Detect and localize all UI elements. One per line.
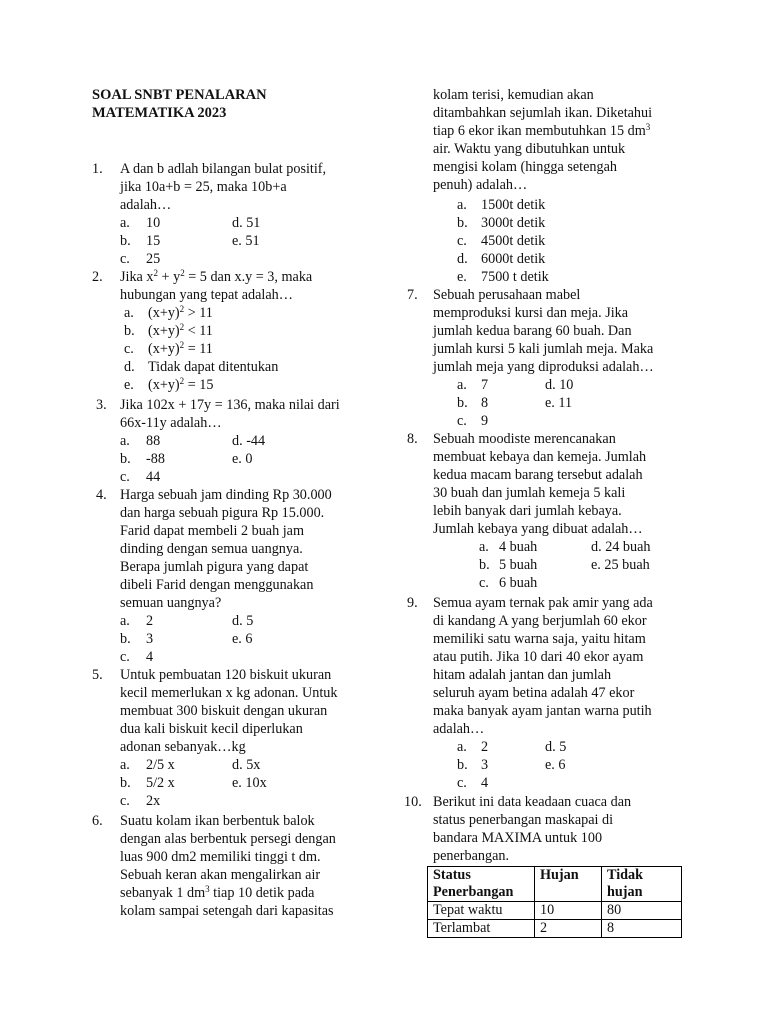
stem-line: di kandang A yang berjumlah 60 ekor [433, 613, 647, 629]
question-6 [92, 812, 382, 920]
option-e[interactable]: e. 0 [232, 451, 253, 467]
stem-line: dan harga sebuah pigura Rp 15.000. [120, 505, 325, 521]
option-d[interactable]: d. 10 [545, 377, 574, 393]
header-tidak-hujan: Tidak hujan [602, 867, 682, 902]
stem-line: 66x-11y adalah… [120, 415, 222, 431]
q6-options [457, 196, 657, 286]
option-e[interactable]: e. 6 [232, 631, 253, 647]
option-a[interactable]: a. 2/5 x [120, 757, 175, 773]
stem-line: kolam terisi, kemudian akan [433, 87, 594, 103]
option-c[interactable]: c. 4 [120, 649, 154, 665]
option-b[interactable]: b. 3000t detik [457, 215, 546, 231]
stem-line: hubungan yang tepat adalah… [120, 287, 293, 303]
question-stem [433, 286, 697, 376]
stem-line: Jika $x^2 + y^2 = 5$ dan x.y = 3, maka [120, 268, 313, 285]
title-line-2: MATEMATIKA 2023 [92, 105, 227, 121]
option-b[interactable]: b. 15 [120, 233, 161, 249]
question-number: 10. [404, 794, 422, 810]
option-d[interactable]: d. 24 buah [591, 539, 651, 555]
q5-options [120, 756, 380, 810]
title-line-1: SOAL SNBT PENALARAN [92, 87, 267, 103]
question-number: 8. [407, 431, 418, 447]
stem-line: lebih banyak dari jumlah kebaya. [433, 503, 622, 519]
option-a[interactable]: a. 2 [457, 739, 489, 755]
stem-line: membuat kebaya dan kemeja. Jumlah [433, 449, 647, 465]
question-3 [96, 396, 386, 432]
stem-line: status penerbangan maskapai di [433, 812, 614, 828]
stem-line: dengan alas berbentuk persegi dengan [120, 831, 336, 847]
option-e[interactable]: e. $(x+y)^2 = 15$ [124, 376, 214, 393]
question-number: 3. [96, 397, 107, 413]
question-stem [120, 396, 386, 432]
stem-line: dibeli Farid dengan menggunakan [120, 577, 314, 593]
question-number: 5. [92, 667, 103, 683]
stem-line: penerbangan. [433, 848, 510, 864]
stem-line: Sebuah perusahaan mabel [433, 287, 581, 303]
stem-line: jika 10a+b = 25, maka 10b+a [120, 179, 287, 195]
stem-line: atau putih. Jika 10 dari 40 ekor ayam [433, 649, 644, 665]
stem-line: adalah… [120, 197, 172, 213]
question-8 [407, 430, 697, 538]
stem-line: Jika 102x + 17y = 136, maka nilai dari [120, 397, 340, 413]
table-cell: 8 [602, 920, 682, 938]
option-a[interactable]: a. 88 [120, 433, 161, 449]
option-b[interactable]: b. 5 buah [479, 557, 538, 573]
option-c[interactable]: c. $(x+y)^2 = 11$ [124, 340, 213, 357]
stem-line: jumlah meja yang diproduksi adalah… [433, 359, 654, 375]
question-number: 6. [92, 813, 103, 829]
question-stem [120, 812, 382, 920]
table-header-row [428, 867, 682, 902]
stem-line: kedua macam barang tersebut adalah [433, 467, 643, 483]
option-a[interactable]: a. $(x+y)^2 > 11$ [124, 304, 213, 321]
option-b[interactable]: b. 8 [457, 395, 489, 411]
option-b[interactable]: b. 3 [120, 631, 154, 647]
option-a[interactable]: a. 4 buah [479, 539, 538, 555]
header-hujan: Hujan [535, 867, 602, 902]
option-c[interactable]: c. 44 [120, 469, 161, 485]
question-1 [92, 160, 382, 214]
option-a[interactable]: a. 10 [120, 215, 161, 231]
stem-line: Harga sebuah jam dinding Rp 30.000 [120, 487, 332, 503]
option-a[interactable]: a. 2 [120, 613, 154, 629]
option-d[interactable]: d. Tidak dapat ditentukan [124, 359, 279, 375]
q8-options [479, 538, 699, 592]
q2-options [124, 304, 374, 394]
weather-flight-table [427, 866, 682, 938]
question-stem [120, 486, 386, 612]
option-c[interactable]: c. 2x [120, 793, 161, 809]
stem-line: mengisi kolam (hingga setengah [433, 159, 618, 175]
option-c[interactable]: c. 25 [120, 251, 161, 267]
stem-line: Suatu kolam ikan berbentuk balok [120, 813, 315, 829]
question-5 [92, 666, 382, 756]
question-number: 7. [407, 287, 418, 303]
stem-line: kolam sampai setengah dari kapasitas [120, 903, 334, 919]
table-row [428, 902, 682, 920]
q3-options [120, 432, 380, 486]
question-number: 1. [92, 161, 103, 177]
question-stem [433, 594, 697, 738]
option-e[interactable]: e. 51 [232, 233, 260, 249]
stem-line: tiap 6 ekor ikan membutuhkan 15 $dm^3$ [433, 122, 651, 139]
stem-line: air. Waktu yang dibutuhkan untuk [433, 141, 626, 157]
stem-line: adalah… [433, 721, 485, 737]
stem-line: penuh) adalah… [433, 177, 528, 193]
stem-line: adonan sebanyak…kg [120, 739, 246, 755]
option-b[interactable]: b. 3 [457, 757, 489, 773]
question-10 [404, 793, 697, 865]
table-cell: 10 [535, 902, 602, 920]
option-e[interactable]: e. 7500 t detik [457, 269, 549, 285]
option-d[interactable]: d. 6000t detik [457, 251, 546, 267]
stem-line: memiliki satu warna saja, yaitu hitam [433, 631, 646, 647]
stem-line: luas 900 dm2 memiliki tinggi t dm. [120, 849, 321, 865]
q4-options [120, 612, 380, 666]
question-stem [433, 430, 697, 538]
stem-line: memproduksi kursi dan meja. Jika [433, 305, 629, 321]
option-e[interactable]: e. 6 [545, 757, 566, 773]
stem-line: sebanyak 1 $dm^3$ tiap 10 detik pada [120, 884, 315, 901]
question-9 [407, 594, 697, 738]
option-a[interactable]: a. 1500t detik [457, 197, 546, 213]
option-d[interactable]: d. 5 [545, 739, 567, 755]
stem-line: kecil memerlukan x kg adonan. Untuk [120, 685, 338, 701]
option-c[interactable]: c. 9 [457, 413, 489, 429]
table-cell: Terlambat [428, 920, 535, 938]
option-d[interactable]: d. -44 [232, 433, 266, 449]
question-6-continued [433, 86, 703, 194]
stem-line: jumlah kedua barang 60 buah. Dan [433, 323, 632, 339]
question-4 [96, 486, 386, 612]
question-number: 9. [407, 595, 418, 611]
q1-options [120, 214, 380, 268]
stem-line: bandara MAXIMA untuk 100 [433, 830, 603, 846]
stem-line: dinding dengan semua uangnya. [120, 541, 303, 557]
table-cell: 2 [535, 920, 602, 938]
option-e[interactable]: e. 25 buah [591, 557, 650, 573]
option-c[interactable]: c. 6 buah [479, 575, 538, 591]
stem-line: semuan uangnya? [120, 595, 222, 611]
q9-options [457, 738, 697, 792]
option-b[interactable]: b. -88 [120, 451, 165, 467]
stem-line: dua kali biskuit kecil diperlukan [120, 721, 303, 737]
option-e[interactable]: e. 11 [545, 395, 573, 411]
stem-line: hitam adalah jantan dan jumlah [433, 667, 612, 683]
question-stem [120, 160, 382, 214]
question-number: 2. [92, 269, 103, 285]
stem-line: ditambahkan sejumlah ikan. Diketahui [433, 105, 653, 121]
stem-line: jumlah kursi 5 kali jumlah meja. Maka [433, 341, 654, 357]
header-status: Status Penerbangan [428, 867, 535, 902]
question-stem [120, 268, 382, 304]
option-b[interactable]: b. 5/2 x [120, 775, 175, 791]
option-a[interactable]: a. 7 [457, 377, 489, 393]
question-stem [120, 666, 382, 756]
question-number: 4. [96, 487, 107, 503]
stem-line: Sebuah moodiste merencanakan [433, 431, 616, 447]
stem-line: Jumlah kebaya yang dibuat adalah… [433, 521, 643, 537]
document-title [92, 86, 267, 122]
option-b[interactable]: b. $(x+y)^2 < 11$ [124, 322, 213, 339]
stem-line: seluruh ayam betina adalah 47 ekor [433, 685, 635, 701]
option-d[interactable]: d. 5x [232, 757, 261, 773]
option-c[interactable]: c. 4500t detik [457, 233, 546, 249]
stem-line: Untuk pembuatan 120 biskuit ukuran [120, 667, 332, 683]
stem-line: maka banyak ayam jantan warna putih [433, 703, 652, 719]
stem-line: Berapa jumlah pigura yang dapat [120, 559, 309, 575]
stem-line: Semua ayam ternak pak amir yang ada [433, 595, 653, 611]
question-2 [92, 268, 382, 304]
stem-line: membuat 300 biskuit dengan ukuran [120, 703, 328, 719]
stem-line: Berikut ini data keadaan cuaca dan [433, 794, 632, 810]
table-cell: Tepat waktu [428, 902, 535, 920]
table-row [428, 920, 682, 938]
option-d[interactable]: d. 51 [232, 215, 261, 231]
option-e[interactable]: e. 10x [232, 775, 267, 791]
stem-line: Sebuah keran akan mengalirkan air [120, 867, 321, 883]
option-d[interactable]: d. 5 [232, 613, 254, 629]
stem-line: 30 buah dan jumlah kemeja 5 kali [433, 485, 626, 501]
option-c[interactable]: c. 4 [457, 775, 489, 791]
stem-line: A dan b adlah bilangan bulat positif, [120, 161, 327, 177]
stem-line: Farid dapat membeli 2 buah jam [120, 523, 304, 539]
question-stem [433, 793, 697, 865]
question-7 [407, 286, 697, 376]
table-cell: 80 [602, 902, 682, 920]
q7-options [457, 376, 697, 430]
